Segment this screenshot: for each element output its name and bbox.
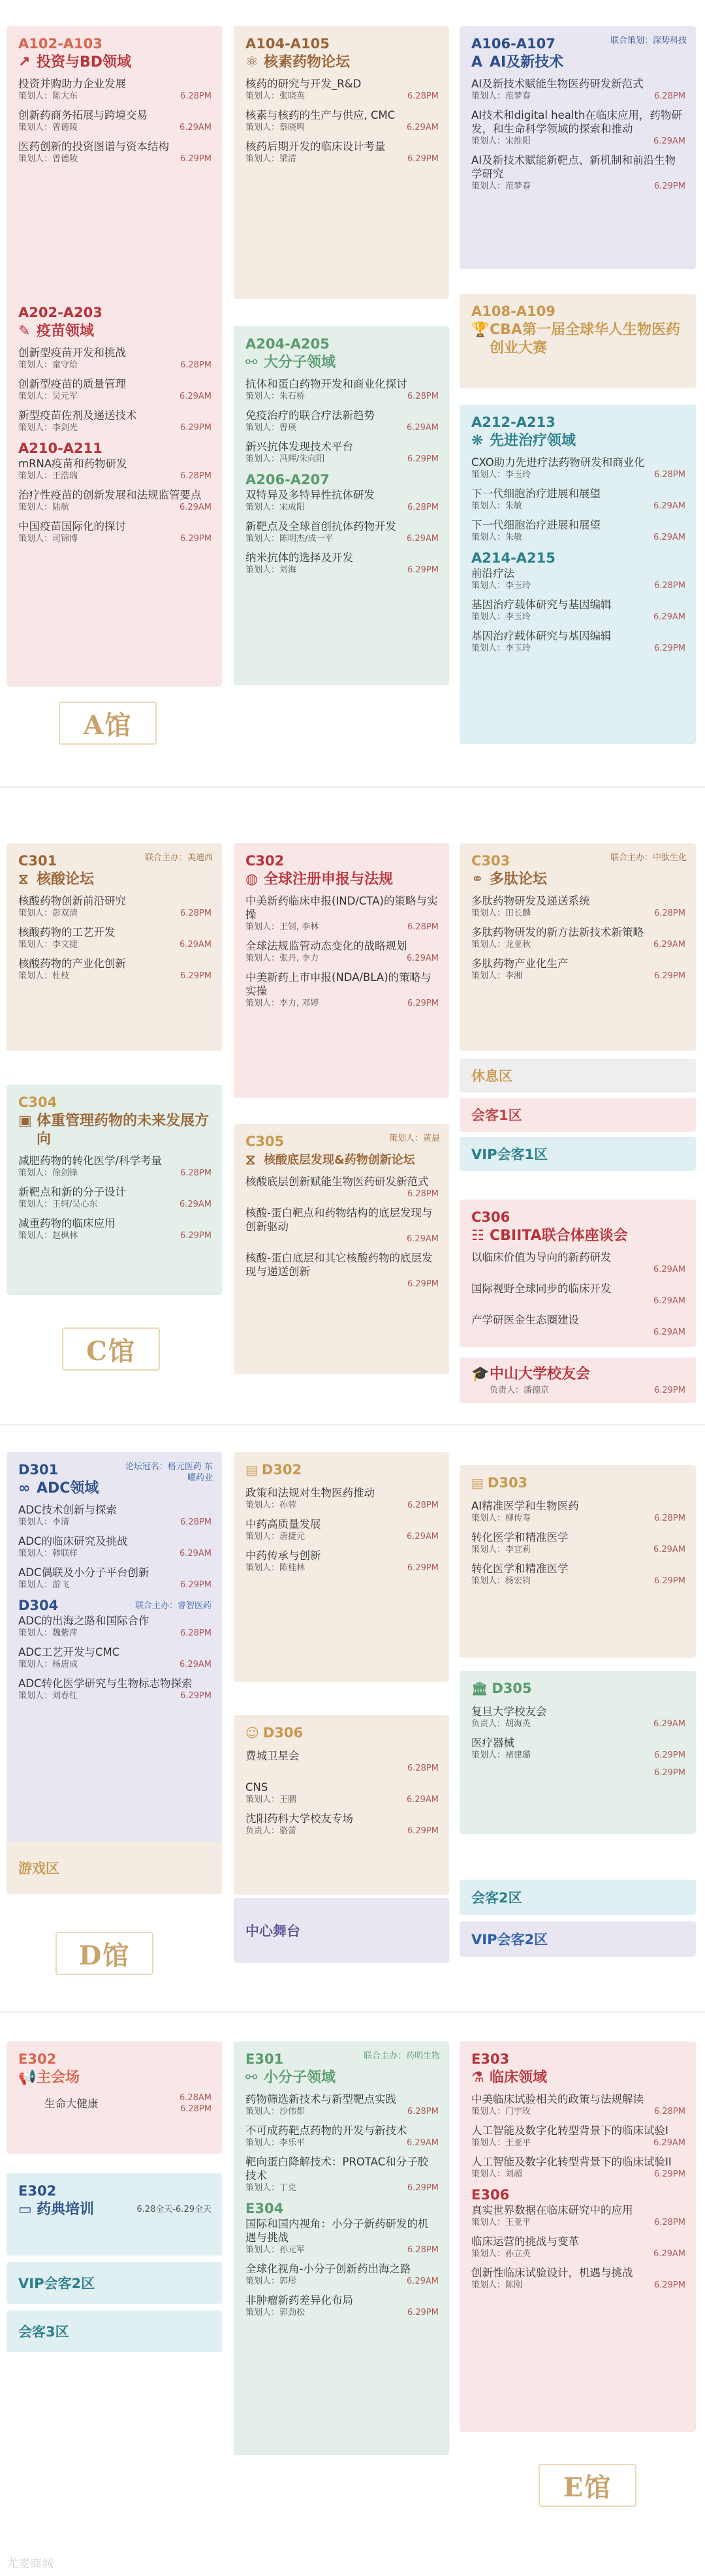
main-topic-row (18, 2092, 212, 2115)
host-line: 6.28PM (407, 1763, 439, 1773)
people-icon: ☷ (471, 1228, 484, 1244)
topic: 中国疫苗国际化的探讨 (18, 520, 126, 533)
room-code: ▤ D302 (245, 1462, 302, 1478)
room-code: E303 (471, 2051, 510, 2067)
host-line: 6.29PM (653, 1768, 685, 1778)
peptide-icon: ⚭ (471, 871, 484, 888)
session-card-d301[interactable] (7, 1452, 222, 1850)
session-card-e302-main[interactable] (7, 2041, 222, 2154)
area-vip-2: VIP会客2区 (460, 1921, 696, 1957)
session-title: ◍ 全球注册申报与法规 (245, 871, 394, 888)
session-card-a106[interactable] (460, 26, 696, 269)
dna-icon: ⧖ (18, 871, 29, 888)
topic: 医疗器械 (471, 1737, 514, 1749)
trophy-icon: 🏆 (471, 322, 490, 338)
session-card-c305[interactable] (234, 1124, 449, 1374)
host-line: 策划人：王钊, 李林 6.28PM (245, 922, 439, 932)
host-line: 策划人：杨唐成 6.29AM (18, 1660, 212, 1669)
topic: 转化医学和精准医学 (471, 1562, 569, 1575)
host-line: 策划人：游飞 6.29PM (18, 1580, 212, 1590)
host-line: 策划人：陆航 6.29AM (18, 503, 212, 512)
topic: 核酸-蛋白底层和其它核酸药物的底层发现与递送创新 (245, 1252, 433, 1278)
section-divider (0, 786, 705, 788)
host-line: 策划人：冯辉/朱向阳 6.29PM (245, 454, 439, 464)
host-line: 策划人：唐捷元 6.29AM (245, 1532, 439, 1542)
briefcase-icon: ▣ (18, 1113, 32, 1129)
topic: 下一代细胞治疗进展和展望 (471, 488, 601, 500)
organizer: 联合主办：中肽生化 (610, 853, 687, 863)
organizer: 联合主办：美迪西 (144, 853, 213, 863)
topic: AI精准医学和生物医药 (471, 1500, 579, 1512)
topic: 抗体和蛋白药物开发和商业化探讨 (245, 378, 407, 390)
host-line: 策划人：宋维阳 6.29AM (471, 136, 685, 146)
host-line: 策划人：李剑光 6.29PM (18, 423, 212, 433)
topic: 中美临床试验相关的政策与法规解读 (471, 2093, 644, 2105)
trend-chart-icon: ↗ (18, 54, 31, 70)
topic: 核酸底层创新赋能生物医药研发新范式 (245, 1175, 429, 1188)
host-line: 策划人：门宇玫 6.28PM (471, 2107, 685, 2117)
topic: 中药传承与创新 (245, 1549, 321, 1562)
area-vip-1: VIP会客1区 (460, 1137, 696, 1171)
topic: mRNA疫苗和药物研发 (18, 458, 127, 470)
area-vip-2e: VIP会客2区 (7, 2262, 222, 2304)
host-line: 策划人：龙亚秋 6.29AM (471, 940, 685, 950)
topic: 投资并购助力企业发展 (18, 78, 126, 90)
organizer: 论坛冠名：格元医药 东曜药业 (125, 1462, 213, 1483)
topic: 新靶点及全球首创抗体药物开发 (245, 520, 396, 533)
host-line: 策划人：王亚平 6.28PM (471, 2218, 685, 2227)
area-meeting-3: 会客3区 (7, 2310, 222, 2352)
cell-icon: ❋ (471, 433, 484, 449)
host-line: 策划人：徐剑锋 6.28PM (18, 1168, 212, 1178)
topic: 人工智能及数字化转型背景下的临床试验II (471, 2156, 672, 2168)
session-title: ☷ CBIITA联合体座谈会 (471, 1228, 628, 1244)
host-line: 策划人：李湘 6.29PM (471, 971, 685, 981)
topic: 生命大健康 (44, 2097, 99, 2110)
graduation-cap-icon: 🎓 (471, 1366, 490, 1382)
host-line: 策划人：范梦春 6.29PM (471, 181, 685, 191)
dna-icon: ⧖ (245, 1152, 256, 1168)
topic: 复旦大学校友会 (471, 1705, 547, 1718)
host-line: 策划人：李玉玲 6.28PM (471, 470, 685, 480)
host-line: 策划人：童守给 6.28PM (18, 360, 212, 370)
session-card-a102[interactable] (7, 26, 222, 299)
topic: 创新药商务拓展与跨境交易 (18, 109, 148, 121)
host-line: 策划人：王亚平 6.29AM (471, 2138, 685, 2148)
session-title: ⧖ 核酸论坛 (18, 871, 95, 888)
topic: 治疗性疫苗的创新发展和法规监管要点 (18, 489, 202, 501)
host-line: 6.29AM (653, 1265, 685, 1275)
host-line: 策划人：柳传寿 6.28PM (471, 1513, 685, 1523)
topic: 前沿疗法 (471, 567, 514, 580)
topic: 医药创新的投资图谱与资本结构 (18, 140, 169, 153)
host-line: 策划人：陈刚 6.29PM (471, 2280, 685, 2290)
session-card-e302-training[interactable] (7, 2173, 222, 2256)
room-code: E302 (18, 2183, 57, 2199)
host-line: 策划人：吴元军 6.29AM (18, 392, 212, 401)
hall-label-e: E馆 (539, 2464, 636, 2507)
host-line: 策划人：朱敏 6.29AM (471, 501, 685, 511)
room-code: E301 (245, 2051, 284, 2067)
session-card-e301[interactable] (234, 2041, 449, 2455)
session-title: ⧖ 核酸底层发现&药物创新论坛 (245, 1152, 415, 1168)
building-icon: 🏛 (471, 1681, 488, 1696)
room-code: A212-A213 (471, 414, 556, 430)
watermark-text: 尤麦商城 (7, 2557, 54, 2571)
topic: 创新性临床试验设计，机遇与挑战 (471, 2267, 633, 2279)
topic: 临床运营的挑战与变革 (471, 2235, 579, 2248)
host-line: 策划人：刘超 6.29PM (471, 2169, 685, 2179)
host-line: 策划人：陈桂林 6.29PM (245, 1563, 439, 1573)
link-icon: ∞ (18, 1480, 31, 1497)
host-line: 策划人：李玉玲 6.28PM (471, 581, 685, 591)
room-code: C304 (18, 1094, 57, 1110)
host-line: 6.29AM (653, 1296, 685, 1306)
topic: 转化医学和精准医学 (471, 1531, 569, 1544)
topic: 核酸药物的工艺开发 (18, 926, 116, 939)
session-title: A AI及新技术 (471, 54, 564, 70)
topic: 不可成药靶点药物的开发与新技术 (245, 2124, 407, 2137)
host-line: 策划人：韩联样 6.29AM (18, 1549, 212, 1559)
host-line: 策划人：曾瑛 6.29AM (245, 423, 439, 433)
host-line: 策划人：张丹, 李力 6.29AM (245, 954, 439, 963)
room-code: A106-A107 (471, 36, 556, 52)
room-code: C305 (245, 1134, 285, 1149)
topic: 沈阳药科大学校友专场 (245, 1812, 353, 1825)
session-card-e303[interactable] (460, 2041, 696, 2432)
topic: 国际和国内视角：小分子新药研发的机遇与挑战 (245, 2218, 429, 2244)
session-title: ∞ ADC领域 (18, 1480, 99, 1497)
session-title: 📢 主会场 (18, 2070, 80, 2086)
host-line: 6.29PM (407, 1279, 439, 1289)
session-card-c301[interactable] (7, 843, 222, 1051)
host-line: 策划人：李清 6.28PM (18, 1517, 212, 1527)
topic: ADC偶联及小分子平台创新 (18, 1566, 149, 1579)
topic: 政策和法规对生物医药推动 (245, 1487, 375, 1499)
session-title: ❋ 先进治疗领域 (471, 433, 576, 449)
room-code: E306 (471, 2187, 510, 2203)
molecule-icon: ⚯ (245, 354, 258, 371)
host-line: 策划人：曾德陵 6.29AM (18, 123, 212, 132)
document-icon: ▤ (245, 1462, 258, 1478)
topic: 双特异及多特异性抗体研发 (245, 489, 375, 501)
host-line: 策划人：王轲/吴心东 6.29AM (18, 1200, 212, 1209)
topic: 中美新药上市申报(NDA/BLA)的策略与实操 (245, 971, 431, 997)
topic: 创新型疫苗开发和挑战 (18, 347, 126, 359)
megaphone-icon: 📢 (18, 2070, 37, 2086)
session-title: 🎓 中山大学校友会 (471, 1366, 591, 1382)
session-card-d305[interactable] (460, 1671, 696, 1834)
topic: 全球化视角-小分子创新药出海之路 (245, 2263, 411, 2275)
topic: 中药高质量发展 (245, 1518, 321, 1530)
globe-icon: ◍ (245, 871, 258, 888)
topic: 核素与核药的生产与供应, CMC (245, 109, 396, 121)
host-line: 6.29AM (406, 1234, 439, 1244)
room-code: A206-A207 (245, 472, 330, 488)
session-title: 🏆 CBA第一届全球华人生物医药创业大赛 (471, 322, 680, 356)
topic: 新型疫苗佐剂及递送技术 (18, 409, 137, 422)
room-code: A202-A203 (18, 305, 102, 320)
session-card-a104[interactable] (234, 26, 449, 299)
host-line: 策划人：朱敏 6.29AM (471, 533, 685, 542)
host-line: 策划人：蔡晓鸣 6.29AM (245, 123, 439, 132)
host-line: 策划人：郭彤 6.29AM (245, 2276, 439, 2286)
presentation-icon: ▭ (18, 2201, 32, 2218)
session-title: ⚛ 核素药物论坛 (245, 54, 351, 70)
room-code: A214-A215 (471, 550, 556, 566)
topic: 新靶点和新的分子设计 (18, 1186, 126, 1198)
host-line: 策划人：丁克 6.29PM (245, 2183, 439, 2193)
section-divider (0, 2011, 705, 2013)
topic: ADC的临床研究及挑战 (18, 1535, 128, 1547)
topic: 免疫治疗的联合疗法新趋势 (245, 409, 375, 422)
room-code: A104-A105 (245, 36, 330, 52)
host-line: 策划人：朱石桥 6.28PM (245, 392, 439, 401)
topic: ADC工艺开发与CMC (18, 1646, 120, 1658)
session-card-c302[interactable] (234, 843, 449, 1098)
area-game: 游戏区 (7, 1842, 222, 1894)
area-center-stage: 中心舞台 (234, 1898, 449, 1963)
host-line: 6.28PM (407, 1189, 439, 1199)
organizer: 联合策划：深势科技 (610, 36, 687, 46)
topic: 全球法规监管动态变化的战略规划 (245, 940, 407, 952)
session-title: ▣ 体重管理药物的未来发展方向 (18, 1113, 210, 1147)
topic: 费城卫星会 (245, 1750, 300, 1762)
host-line: 策划人：司锦博 6.29PM (18, 534, 212, 544)
host-line: 策划人：杜枝 6.29PM (18, 971, 212, 981)
session-card-alumni-zs[interactable] (460, 1358, 696, 1403)
session-card-d303[interactable] (460, 1465, 696, 1658)
topic: 真实世界数据在临床研究中的应用 (471, 2204, 633, 2216)
host-line: 策划人：赵枫林 6.29PM (18, 1231, 212, 1241)
room-code: A102-A103 (18, 36, 102, 52)
host-line: 策划人：王鹏 6.29AM (245, 1795, 439, 1805)
topic: 人工智能及数字化转型背景下的临床试验I (471, 2124, 668, 2137)
area-meeting-1: 会客1区 (460, 1098, 696, 1132)
host-line: 策划人：宋成阳 6.28PM (245, 503, 439, 512)
session-card-c304[interactable] (7, 1085, 222, 1295)
session-title: ↗ 投资与BD领域 (18, 54, 132, 70)
session-title: ⚭ 多肽论坛 (471, 871, 548, 888)
room-code: D304 (18, 1598, 59, 1613)
room-code: D301 (18, 1462, 59, 1478)
host-line: 负责人：胡海英 6.29AM (471, 1719, 685, 1729)
host-line: 策划人：魏紫萍 6.28PM (18, 1628, 212, 1638)
host-line: 策划人：李力, 邓婷 6.29PM (245, 999, 439, 1008)
host-line: 6.29AM (653, 1327, 685, 1337)
topic: 以临床价值为导向的新药研发 (471, 1251, 612, 1264)
organizer: 联合主办：药明生物 (363, 2051, 440, 2061)
host-line: 策划人：田长麟 6.28PM (471, 908, 685, 918)
topic: 多肽药物研发及递送系统 (471, 895, 590, 907)
room-code: ☺ D306 (245, 1725, 304, 1741)
room-code: ▤ D303 (471, 1475, 528, 1491)
topic: 核药后期开发的临床设计考量 (245, 140, 386, 153)
host-line: 策划人：李文捷 6.29AM (18, 940, 212, 950)
topic: 基因治疗载体研究与基因编辑 (471, 630, 612, 642)
host-line: 策划人：王浩瑞 6.28PM (18, 471, 212, 481)
topic: 产学研医金生态圈建设 (471, 1314, 579, 1326)
topic: 减肥药物的转化医学/科学考量 (18, 1155, 163, 1167)
topic: 中美新药临床申报(IND/CTA)的策略与实操 (245, 895, 438, 921)
topic: 多肽药物研发的新方法新技术新策略 (471, 926, 644, 939)
room-code: C306 (471, 1209, 510, 1225)
topic: 非肿瘤新药差异化布局 (245, 2294, 353, 2306)
hall-label-d: D馆 (55, 1932, 153, 1975)
host-line: 策划人：李乐平 6.29AM (245, 2138, 439, 2148)
area-meeting-2: 会客2区 (460, 1880, 696, 1915)
host-line: 策划人：彭双清 6.28PM (18, 908, 212, 918)
host-line: 策划人：陈明杰/成一平 6.29AM (245, 534, 439, 544)
topic: 下一代细胞治疗进展和展望 (471, 519, 601, 531)
session-title: ▭ 药典培训 6.28全天-6.29全天 (18, 2201, 212, 2218)
topic: 减重药物的临床应用 (18, 1217, 116, 1230)
topic: 核药的研究与开发_R&D (245, 78, 362, 90)
organizer: 策划人：黄晨 (388, 1134, 440, 1143)
host-line: 策划人：陈大东 6.28PM (18, 91, 212, 101)
host-line: 策划人：沙伟都 6.28PM (245, 2107, 439, 2117)
topic: AI技术和digital health在临床应用，药物研发，和生命科学领域的探索和推动 (471, 109, 682, 135)
session-card-a204[interactable] (234, 326, 449, 685)
session-card-a108[interactable] (460, 294, 696, 388)
area-rest: 休息区 (460, 1059, 696, 1093)
host-line: 负责人：骆蕾 6.29PM (245, 1826, 439, 1836)
session-card-d302[interactable] (234, 1452, 449, 1682)
hall-label-c: C馆 (62, 1327, 160, 1371)
topic: 国际视野全球同步的临床开发 (471, 1282, 612, 1295)
topic: 创新型疫苗的质量管理 (18, 378, 126, 390)
room-code: C302 (245, 853, 285, 869)
atom-icon: ⚛ (245, 54, 258, 70)
host-line: 策划人：张晓英 6.28PM (245, 91, 439, 101)
topic: 多肽药物产业化生产 (471, 957, 569, 970)
host-line: 策划人：杨宏钧 6.29PM (471, 1576, 685, 1586)
topic: CNS (245, 1781, 268, 1793)
hall-label-a: A馆 (59, 702, 157, 745)
topic: 基因治疗载体研究与基因编辑 (471, 598, 612, 611)
topic: 核酸-蛋白靶点和药物结构的底层发现与创新驱动 (245, 1207, 433, 1233)
topic: AI及新技术赋能生物医药研发新范式 (471, 78, 644, 90)
topic: AI及新技术赋能新靶点、新机制和前沿生物学研究 (471, 154, 676, 180)
ai-icon: A (471, 54, 483, 70)
topic: 新兴抗体发现技术平台 (245, 441, 353, 453)
host-line: 策划人：孙元军 6.28PM (245, 2245, 439, 2255)
session-title: ⚯ 大分子领域 (245, 354, 336, 371)
session-card-d306[interactable] (234, 1715, 449, 1895)
room-code: A204-A205 (245, 336, 330, 352)
session-card-c306[interactable] (460, 1200, 696, 1347)
host-line: 策划人：曾德陵 6.29PM (18, 154, 212, 164)
topic: CXO助力先进疗法药物研发和商业化 (471, 456, 645, 469)
times: 6.28AM 6.28PM (179, 2093, 212, 2114)
host-line: 策划人：李玉玲 6.29PM (471, 644, 685, 653)
handshake-icon: ☺ (245, 1725, 259, 1741)
organizer: 联合主办：睿智医药 (134, 1601, 212, 1611)
document-icon: ▤ (471, 1475, 484, 1491)
session-card-c303[interactable] (460, 843, 696, 1051)
topic: 核酸药物创新前沿研究 (18, 895, 126, 907)
topic-list (18, 77, 212, 165)
molecule-icon: ⚯ (245, 2070, 258, 2086)
room-code: A108-A109 (471, 303, 556, 319)
syringe-icon: ✎ (18, 323, 31, 339)
session-title: ⚗ 临床领域 (471, 2070, 548, 2086)
host-line: 策划人：刘春红 6.29PM (18, 1691, 212, 1701)
session-title: ✎ 疫苗领域 (18, 323, 95, 339)
topic: 纳米抗体的选择及开发 (245, 551, 353, 564)
section-divider (0, 1424, 705, 1425)
room-code: C303 (471, 853, 510, 869)
host-line: 策划人：孙立英 6.29AM (471, 2249, 685, 2259)
room-code: 🏛 D305 (471, 1681, 532, 1696)
host-line: 策划人：梁清 6.29PM (245, 154, 439, 164)
flask-icon: ⚗ (471, 2070, 484, 2086)
topic: 核酸药物的产业化创新 (18, 957, 126, 970)
session-card-a202[interactable] (7, 295, 222, 687)
topic: ADC技术创新与探索 (18, 1504, 118, 1516)
topic: 药物筛选新技术与新型靶点实践 (245, 2093, 396, 2105)
host-line: 策划人：孙蓉 6.28PM (245, 1500, 439, 1510)
sub-session-d304 (18, 1597, 212, 1614)
session-title: ⚯ 小分子领域 (245, 2070, 336, 2086)
host-line: 策划人：李玉玲 6.29AM (471, 612, 685, 622)
session-card-a212[interactable] (460, 405, 696, 744)
room-code: C301 (18, 853, 57, 869)
host-line: 策划人：李宜莉 6.29AM (471, 1545, 685, 1555)
host-line: 策划人：郭劲松 6.29PM (245, 2308, 439, 2318)
topic: ADC的出海之路和国际合作 (18, 1615, 149, 1627)
topic: ADC转化医学研究与生物标志物探索 (18, 1677, 193, 1690)
topic: 靶向蛋白降解技术：PROTAC和分子胶技术 (245, 2156, 429, 2182)
host-line: 策划人：刘海 6.29PM (245, 565, 439, 575)
host-line: 策划人：褚建璐 6.29PM (471, 1750, 685, 1760)
host-line: 负责人：潘德京 6.29PM (490, 1386, 685, 1395)
host-line: 策划人：范梦春 6.28PM (471, 91, 685, 101)
room-code: E304 (245, 2201, 284, 2216)
room-code: E302 (18, 2051, 57, 2067)
room-code: A210-A211 (18, 441, 102, 456)
